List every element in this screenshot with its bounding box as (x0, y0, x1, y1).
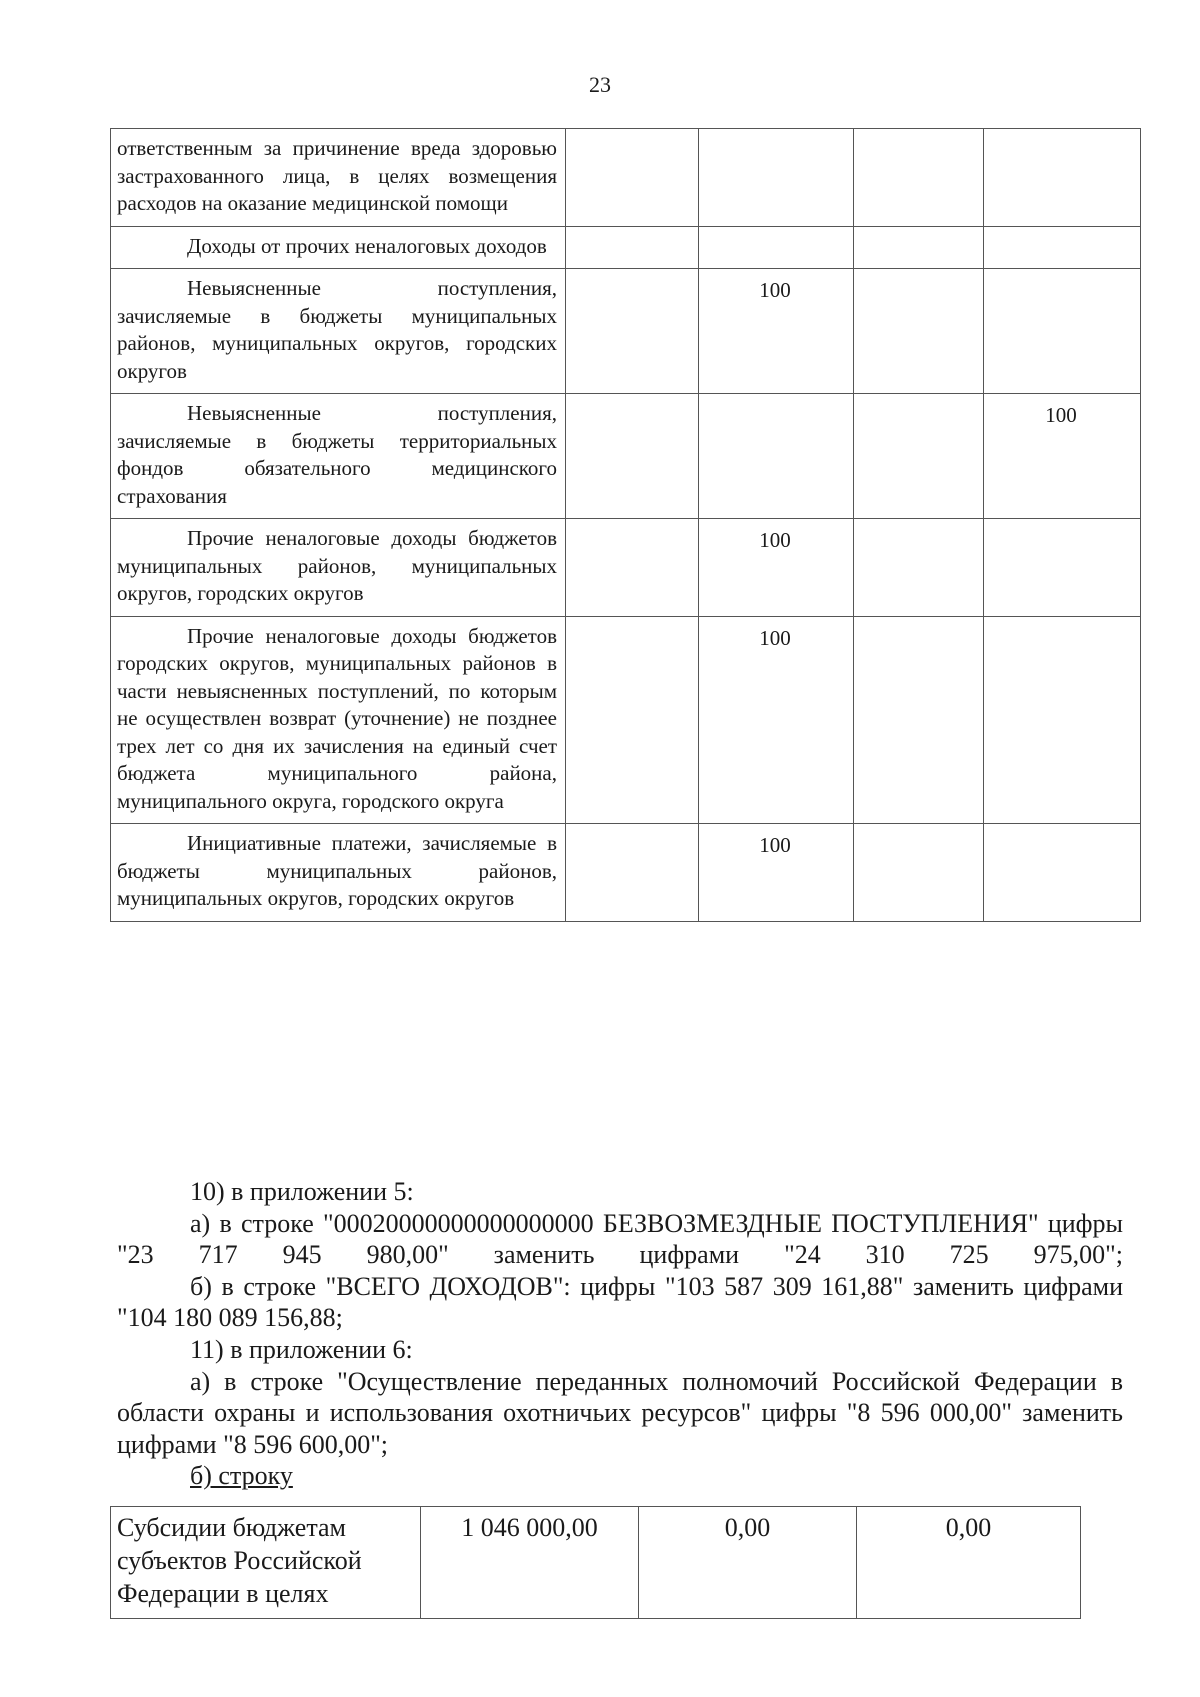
page-number: 23 (589, 72, 611, 97)
value-cell-c3 (854, 394, 984, 519)
table-row (111, 226, 1141, 269)
value-cell-c4: 100 (984, 394, 1141, 519)
value-cell-c1 (566, 824, 699, 922)
value-cell-c3 (854, 129, 984, 227)
value-cell-c1 (566, 226, 699, 269)
value-cell-c2: 100 (699, 269, 854, 394)
paragraph-5a: а) в строке "00020000000000000000 БЕЗВОЗМЕЗДНЫЕ ПОСТУПЛЕНИЯ" цифры "23 717 945 980,00" заменить цифрами "24 310 725 975,00"; (117, 1208, 1123, 1270)
income-name-text: Прочие неналоговые доходы бюджетов муниципальных районов, муниципальных округов, городских округов (117, 526, 557, 605)
table-row (111, 129, 1141, 227)
value-cell-c3 (854, 226, 984, 269)
paragraph-6a: а) в строке "Осуществление переданных полномочий Российской Федерации в области охраны и использования охотничьих ресурсов" цифры "8 596 000,00" заменить цифрами "8 596 600,00"; (117, 1366, 1123, 1459)
value-cell-c2 (699, 226, 854, 269)
value-cell-c3 (854, 824, 984, 922)
value-cell-c4 (984, 226, 1141, 269)
table-row (111, 519, 1141, 617)
value-cell-c4 (984, 129, 1141, 227)
income-name-cell (111, 269, 566, 394)
table-row (111, 616, 1141, 824)
value-cell-c4 (984, 519, 1141, 617)
subsidy-name-cell: Субсидии бюджетам субъектов Российской Федерации в целях (111, 1507, 421, 1619)
income-name-cell (111, 129, 566, 227)
value-cell-c2: 100 (699, 616, 854, 824)
value-cell-c3 (854, 269, 984, 394)
income-name-cell (111, 226, 566, 269)
value-cell-c4 (984, 269, 1141, 394)
value-cell-c1 (566, 616, 699, 824)
value-cell-c2 (699, 394, 854, 519)
income-name-cell (111, 519, 566, 617)
paragraph-appendix-5: 10) в приложении 5: (190, 1177, 414, 1206)
paragraph-6b (117, 1460, 1123, 1492)
income-name-text: Инициативные платежи, зачисляемые в бюджеты муниципальных районов, муниципальных округов, городских округов (117, 831, 557, 910)
income-name-text: Невыясненные поступления, зачисляемые в бюджеты территориальных фондов обязательного медицинского страхования (117, 401, 557, 508)
income-name-cell (111, 616, 566, 824)
value-cell-c2: 100 (699, 519, 854, 617)
income-name-text: Невыясненные поступления, зачисляемые в бюджеты муниципальных районов, муниципальных округов, городских округов (117, 276, 557, 383)
income-table (110, 128, 1141, 922)
amendment-text (117, 1176, 1123, 1492)
value-cell-c3 (854, 616, 984, 824)
value-cell-c4 (984, 616, 1141, 824)
value-cell-c1 (566, 269, 699, 394)
paragraph-appendix-6: 11) в приложении 6: (190, 1334, 413, 1364)
value-cell-c2 (699, 129, 854, 227)
subsidy-value-3: 0,00 (857, 1507, 1081, 1619)
value-cell-c4 (984, 824, 1141, 922)
table-row (111, 269, 1141, 394)
subsidy-value-1: 1 046 000,00 (421, 1507, 639, 1619)
income-name-cell (111, 394, 566, 519)
table-row (111, 394, 1141, 519)
paragraph-6b-text: б) строку (190, 1461, 293, 1491)
value-cell-c1 (566, 519, 699, 617)
value-cell-c3 (854, 519, 984, 617)
paragraph-5b: б) в строке "ВСЕГО ДОХОДОВ": цифры "103 587 309 161,88" заменить цифрами "104 180 089 156,88; (117, 1271, 1123, 1333)
table-row (111, 1507, 1081, 1619)
value-cell-c2: 100 (699, 824, 854, 922)
income-name-text: Доходы от прочих неналоговых доходов (187, 233, 547, 258)
subsidy-table (110, 1506, 1081, 1619)
table-row (111, 824, 1141, 922)
value-cell-c1 (566, 129, 699, 227)
income-name-cell (111, 824, 566, 922)
subsidy-value-2: 0,00 (639, 1507, 857, 1619)
income-name-text: Прочие неналоговые доходы бюджетов городских округов, муниципальных районов в части невыясненных поступлений, по которым не осуществлен возврат (уточнение) не позднее трех лет со дня их зачисления на единый счет бюджета муниципального района, муниципального округа, городского округа (117, 623, 557, 813)
income-name-text: ответственным за причинение вреда здоровью застрахованного лица, в целях возмещения расходов на оказание медицинской помощи (117, 136, 557, 215)
value-cell-c1 (566, 394, 699, 519)
